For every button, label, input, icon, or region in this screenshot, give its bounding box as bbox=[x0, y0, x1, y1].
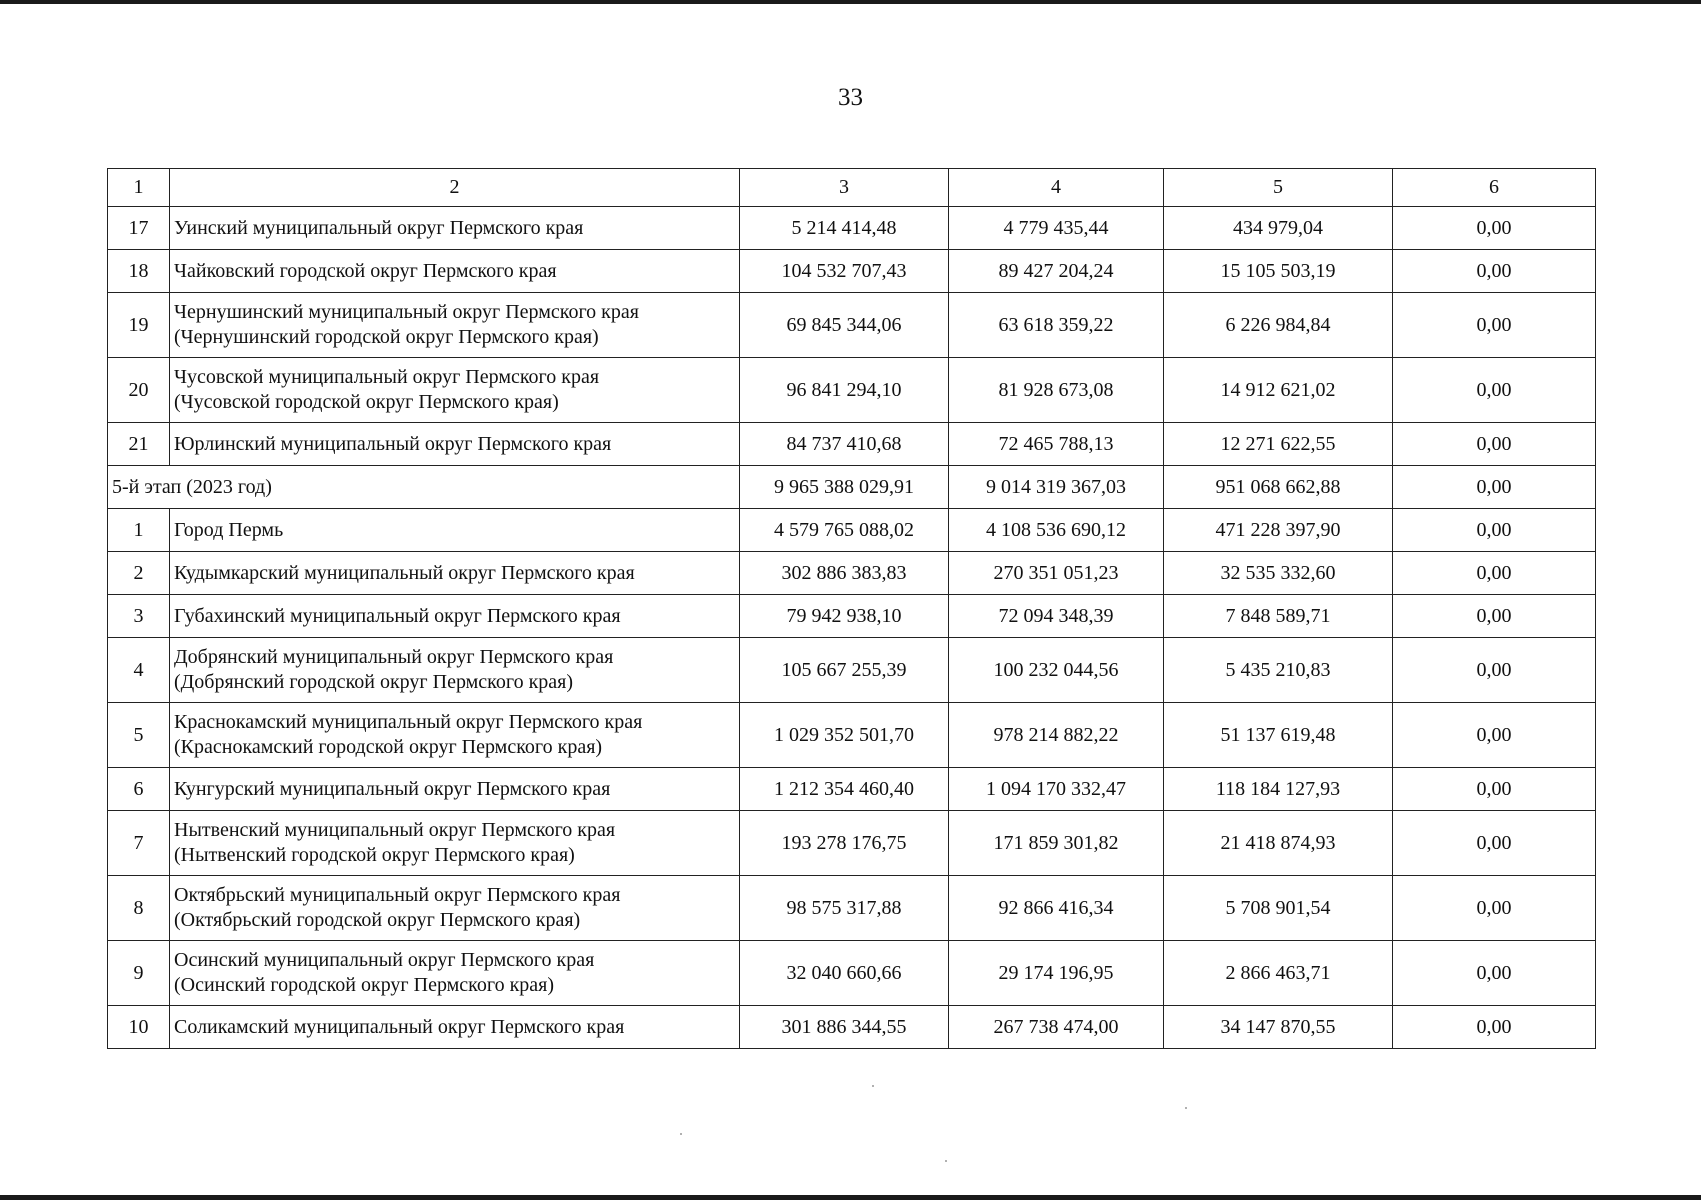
row-number: 6 bbox=[108, 768, 170, 811]
table-row bbox=[108, 250, 1596, 293]
table-row bbox=[108, 941, 1596, 1006]
stage-label-cell bbox=[108, 466, 740, 509]
municipality-name-cell bbox=[170, 876, 740, 941]
value-col4: 978 214 882,22 bbox=[949, 703, 1164, 768]
value-col4: 89 427 204,24 bbox=[949, 250, 1164, 293]
table-header-row bbox=[108, 169, 1596, 207]
table-row bbox=[108, 207, 1596, 250]
municipality-name: Добрянский муниципальный округ Пермского края bbox=[174, 646, 614, 668]
value-col6: 0,00 bbox=[1393, 250, 1596, 293]
value-col4: 270 351 051,23 bbox=[949, 552, 1164, 595]
municipality-name: Губахинский муниципальный округ Пермского края bbox=[174, 604, 621, 627]
row-number: 10 bbox=[108, 1006, 170, 1049]
value-col5: 951 068 662,88 bbox=[1164, 466, 1393, 509]
scan-speck bbox=[945, 1160, 947, 1162]
budget-table bbox=[107, 168, 1596, 1049]
municipality-name: Осинский муниципальный округ Пермского края bbox=[174, 949, 595, 971]
value-col6: 0,00 bbox=[1393, 552, 1596, 595]
municipality-name-cell bbox=[170, 638, 740, 703]
value-col4: 72 465 788,13 bbox=[949, 423, 1164, 466]
value-col6: 0,00 bbox=[1393, 941, 1596, 1006]
municipality-former-name: (Нытвенский городской округ Пермского края) bbox=[174, 844, 575, 866]
value-col4: 100 232 044,56 bbox=[949, 638, 1164, 703]
column-header: 3 bbox=[740, 169, 949, 207]
value-col5: 2 866 463,71 bbox=[1164, 941, 1393, 1006]
value-col3: 105 667 255,39 bbox=[740, 638, 949, 703]
row-number: 7 bbox=[108, 811, 170, 876]
scan-edge-top bbox=[0, 0, 1701, 4]
table-row bbox=[108, 703, 1596, 768]
column-header: 2 bbox=[170, 169, 740, 207]
municipality-name-cell bbox=[170, 703, 740, 768]
column-header: 1 bbox=[108, 169, 170, 207]
municipality-name: Уинский муниципальный округ Пермского края bbox=[174, 216, 584, 239]
value-col5: 34 147 870,55 bbox=[1164, 1006, 1393, 1049]
value-col4: 4 108 536 690,12 bbox=[949, 509, 1164, 552]
row-number: 9 bbox=[108, 941, 170, 1006]
value-col6: 0,00 bbox=[1393, 466, 1596, 509]
municipality-name: Юрлинский муниципальный округ Пермского края bbox=[174, 432, 612, 455]
row-number: 4 bbox=[108, 638, 170, 703]
value-col6: 0,00 bbox=[1393, 768, 1596, 811]
table-row bbox=[108, 768, 1596, 811]
value-col4: 81 928 673,08 bbox=[949, 358, 1164, 423]
municipality-name: Соликамский муниципальный округ Пермского края bbox=[174, 1015, 625, 1038]
municipality-name: Краснокамский муниципальный округ Пермского края bbox=[174, 711, 643, 733]
value-col3: 104 532 707,43 bbox=[740, 250, 949, 293]
value-col3: 302 886 383,83 bbox=[740, 552, 949, 595]
value-col3: 193 278 176,75 bbox=[740, 811, 949, 876]
municipality-name-cell bbox=[170, 595, 740, 638]
municipality-name-cell bbox=[170, 941, 740, 1006]
value-col3: 32 040 660,66 bbox=[740, 941, 949, 1006]
value-col6: 0,00 bbox=[1393, 207, 1596, 250]
value-col4: 72 094 348,39 bbox=[949, 595, 1164, 638]
value-col5: 21 418 874,93 bbox=[1164, 811, 1393, 876]
municipality-name-cell bbox=[170, 250, 740, 293]
table-row bbox=[108, 876, 1596, 941]
row-number: 20 bbox=[108, 358, 170, 423]
value-col3: 4 579 765 088,02 bbox=[740, 509, 949, 552]
value-col3: 301 886 344,55 bbox=[740, 1006, 949, 1049]
column-header: 5 bbox=[1164, 169, 1393, 207]
value-col4: 4 779 435,44 bbox=[949, 207, 1164, 250]
value-col5: 12 271 622,55 bbox=[1164, 423, 1393, 466]
row-number: 21 bbox=[108, 423, 170, 466]
stage-row bbox=[108, 466, 1596, 509]
value-col5: 5 435 210,83 bbox=[1164, 638, 1393, 703]
scan-speck bbox=[680, 1133, 682, 1135]
row-number: 19 bbox=[108, 293, 170, 358]
table-row bbox=[108, 811, 1596, 876]
municipality-name-cell bbox=[170, 552, 740, 595]
value-col3: 84 737 410,68 bbox=[740, 423, 949, 466]
row-number: 1 bbox=[108, 509, 170, 552]
municipality-former-name: (Краснокамский городской округ Пермского края) bbox=[174, 736, 603, 758]
municipality-former-name: (Октябрьский городской округ Пермского края) bbox=[174, 909, 581, 931]
value-col5: 471 228 397,90 bbox=[1164, 509, 1393, 552]
municipality-name-cell bbox=[170, 1006, 740, 1049]
value-col3: 79 942 938,10 bbox=[740, 595, 949, 638]
value-col5: 32 535 332,60 bbox=[1164, 552, 1393, 595]
municipality-name: Чусовской муниципальный округ Пермского края bbox=[174, 366, 600, 388]
municipality-name-cell bbox=[170, 207, 740, 250]
row-number: 3 bbox=[108, 595, 170, 638]
table-row bbox=[108, 509, 1596, 552]
value-col5: 14 912 621,02 bbox=[1164, 358, 1393, 423]
value-col5: 5 708 901,54 bbox=[1164, 876, 1393, 941]
stage-label: 5-й этап (2023 год) bbox=[112, 475, 272, 498]
value-col3: 5 214 414,48 bbox=[740, 207, 949, 250]
value-col5: 6 226 984,84 bbox=[1164, 293, 1393, 358]
row-number: 18 bbox=[108, 250, 170, 293]
table-row bbox=[108, 552, 1596, 595]
value-col6: 0,00 bbox=[1393, 638, 1596, 703]
value-col5: 7 848 589,71 bbox=[1164, 595, 1393, 638]
value-col6: 0,00 bbox=[1393, 1006, 1596, 1049]
value-col5: 15 105 503,19 bbox=[1164, 250, 1393, 293]
value-col4: 92 866 416,34 bbox=[949, 876, 1164, 941]
value-col5: 118 184 127,93 bbox=[1164, 768, 1393, 811]
table-row bbox=[108, 423, 1596, 466]
column-header: 6 bbox=[1393, 169, 1596, 207]
scan-speck bbox=[872, 1085, 874, 1087]
column-header: 4 bbox=[949, 169, 1164, 207]
municipality-name: Чернушинский муниципальный округ Пермского края bbox=[174, 301, 639, 323]
value-col4: 9 014 319 367,03 bbox=[949, 466, 1164, 509]
value-col4: 63 618 359,22 bbox=[949, 293, 1164, 358]
municipality-former-name: (Чернушинский городской округ Пермского края) bbox=[174, 326, 599, 348]
value-col6: 0,00 bbox=[1393, 293, 1596, 358]
table-row bbox=[108, 638, 1596, 703]
table-row bbox=[108, 293, 1596, 358]
value-col3: 9 965 388 029,91 bbox=[740, 466, 949, 509]
value-col4: 1 094 170 332,47 bbox=[949, 768, 1164, 811]
value-col3: 96 841 294,10 bbox=[740, 358, 949, 423]
municipality-name: Город Пермь bbox=[174, 518, 284, 541]
value-col6: 0,00 bbox=[1393, 423, 1596, 466]
municipality-former-name: (Чусовской городской округ Пермского края) bbox=[174, 391, 559, 413]
municipality-name: Нытвенский муниципальный округ Пермского края bbox=[174, 819, 616, 841]
row-number: 17 bbox=[108, 207, 170, 250]
value-col6: 0,00 bbox=[1393, 876, 1596, 941]
municipality-name-cell bbox=[170, 358, 740, 423]
value-col4: 171 859 301,82 bbox=[949, 811, 1164, 876]
municipality-name-cell bbox=[170, 509, 740, 552]
row-number: 2 bbox=[108, 552, 170, 595]
municipality-name: Октябрьский муниципальный округ Пермского края bbox=[174, 884, 621, 906]
municipality-former-name: (Осинский городской округ Пермского края) bbox=[174, 974, 555, 996]
value-col4: 267 738 474,00 bbox=[949, 1006, 1164, 1049]
value-col3: 1 029 352 501,70 bbox=[740, 703, 949, 768]
value-col4: 29 174 196,95 bbox=[949, 941, 1164, 1006]
scan-speck bbox=[1185, 1107, 1187, 1109]
table-row bbox=[108, 595, 1596, 638]
municipality-name-cell bbox=[170, 768, 740, 811]
municipality-name-cell bbox=[170, 293, 740, 358]
row-number: 5 bbox=[108, 703, 170, 768]
value-col6: 0,00 bbox=[1393, 595, 1596, 638]
municipality-name: Кунгурский муниципальный округ Пермского края bbox=[174, 777, 611, 800]
municipality-former-name: (Добрянский городской округ Пермского края) bbox=[174, 671, 574, 693]
page-number: 33 bbox=[838, 84, 863, 111]
municipality-name-cell bbox=[170, 423, 740, 466]
value-col3: 98 575 317,88 bbox=[740, 876, 949, 941]
value-col3: 1 212 354 460,40 bbox=[740, 768, 949, 811]
table-row bbox=[108, 1006, 1596, 1049]
value-col3: 69 845 344,06 bbox=[740, 293, 949, 358]
scan-edge-bottom bbox=[0, 1195, 1701, 1200]
municipality-name: Чайковский городской округ Пермского края bbox=[174, 259, 557, 282]
municipality-name-cell bbox=[170, 811, 740, 876]
value-col6: 0,00 bbox=[1393, 509, 1596, 552]
value-col5: 434 979,04 bbox=[1164, 207, 1393, 250]
value-col6: 0,00 bbox=[1393, 703, 1596, 768]
value-col6: 0,00 bbox=[1393, 358, 1596, 423]
table-row bbox=[108, 358, 1596, 423]
value-col6: 0,00 bbox=[1393, 811, 1596, 876]
row-number: 8 bbox=[108, 876, 170, 941]
value-col5: 51 137 619,48 bbox=[1164, 703, 1393, 768]
municipality-name: Кудымкарский муниципальный округ Пермского края bbox=[174, 561, 635, 584]
